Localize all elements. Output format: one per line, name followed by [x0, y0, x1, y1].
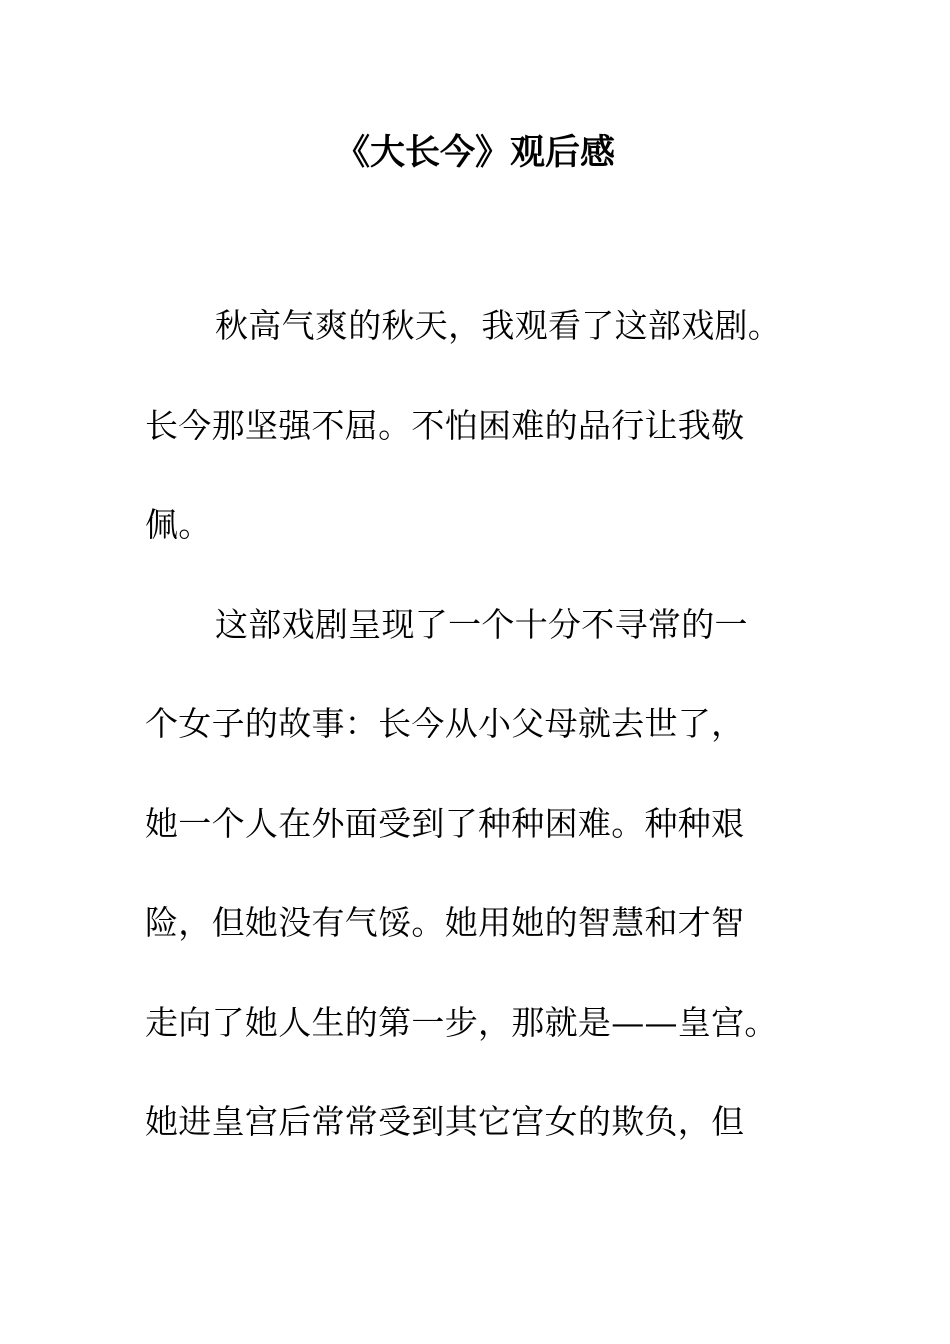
- paragraph-2-line-2: 个女子的故事：长今从小父母就去世了，: [145, 704, 745, 743]
- paragraph-2-line-4: 险，但她没有气馁。她用她的智慧和才智: [145, 903, 745, 942]
- paragraph-2-line-3: 她一个人在外面受到了种种困难。种种艰: [145, 804, 745, 843]
- paragraph-2-line-6: 她进皇宫后常常受到其它宫女的欺负，但: [145, 1102, 745, 1141]
- document-title: 《大长今》观后感: [334, 132, 615, 173]
- paragraph-1-line-2: 长今那坚强不屈。不怕困难的品行让我敬: [145, 406, 745, 445]
- paragraph-2-line-5: 走向了她人生的第一步，那就是——皇宫。: [145, 1003, 778, 1042]
- paragraph-1-line-3: 佩。: [145, 505, 212, 544]
- paragraph-1-line-1: 秋高气爽的秋天，我观看了这部戏剧。: [215, 306, 782, 345]
- paragraph-2-line-1: 这部戏剧呈现了一个十分不寻常的一: [215, 605, 748, 644]
